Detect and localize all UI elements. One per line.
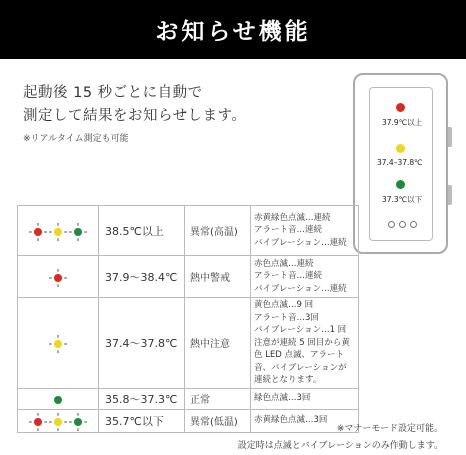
device-button-icon bbox=[410, 221, 417, 228]
intro-line-1: 起動後 15 秒ごとに自動で bbox=[23, 85, 203, 101]
table-row bbox=[18, 298, 359, 389]
desc-line: バイブレーション…連続 bbox=[254, 237, 347, 248]
alert-description bbox=[251, 256, 359, 298]
device-button-icon bbox=[388, 221, 395, 228]
device-illustration bbox=[353, 73, 448, 254]
green-blink-icon bbox=[74, 418, 82, 426]
red-blink-icon bbox=[54, 274, 62, 282]
status-label: 異常(低温) bbox=[185, 409, 251, 432]
red-blink-icon bbox=[34, 228, 42, 236]
status-label: 熱中警戒 bbox=[185, 256, 251, 298]
green-indicator-icon bbox=[396, 180, 405, 189]
red-indicator-icon bbox=[396, 103, 405, 112]
page-title: お知らせ機能 bbox=[155, 19, 311, 45]
status-label: 正常 bbox=[185, 388, 251, 409]
desc-line: 赤黄緑色点滅…連続 bbox=[254, 212, 331, 223]
desc-line: バイブレーション…1 回 bbox=[254, 325, 347, 335]
status-label: 異常(高温) bbox=[185, 206, 251, 256]
alert-levels-table bbox=[17, 205, 359, 433]
indicator-cell bbox=[18, 298, 99, 389]
yellow-blink-icon bbox=[54, 340, 62, 348]
yellow-indicator-icon bbox=[396, 144, 405, 153]
table-row bbox=[18, 256, 359, 298]
indicator-cell bbox=[18, 256, 99, 298]
device-side-button-top bbox=[448, 127, 452, 147]
device-button-icon bbox=[399, 221, 406, 228]
alert-description bbox=[251, 388, 359, 409]
device-reading-mid: 37.4–37.8℃ bbox=[377, 158, 423, 167]
desc-line: 赤色点滅…連続 bbox=[254, 258, 314, 269]
table-row bbox=[18, 388, 359, 409]
red-blink-icon bbox=[34, 418, 42, 426]
indicator-cell bbox=[18, 388, 99, 409]
intro-text bbox=[23, 82, 246, 128]
alert-description bbox=[251, 206, 359, 256]
indicator-cell bbox=[18, 409, 99, 432]
desc-line: 緑色点滅…3回 bbox=[254, 393, 311, 404]
indicator-cell bbox=[18, 206, 99, 256]
temperature-range: 35.7℃以下 bbox=[99, 409, 185, 432]
manner-mode-note-1: ※マナーモード設定可能。 bbox=[336, 424, 443, 434]
yellow-blink-icon bbox=[54, 418, 62, 426]
status-label: 熱中注意 bbox=[185, 298, 251, 389]
device-side-button-bottom bbox=[448, 185, 452, 205]
table-row bbox=[18, 206, 359, 256]
green-blink-icon bbox=[74, 228, 82, 236]
page-header bbox=[0, 0, 466, 59]
desc-line: 注意が連続 5 回目から黄色 LED 点滅、アラート音、バイブレーションが連続となります。 bbox=[254, 337, 350, 385]
desc-line: アラート音…連続 bbox=[254, 225, 323, 236]
intro-line-2: 測定して結果をお知らせします。 bbox=[23, 108, 247, 124]
manner-mode-note-2: 設定時は点滅とバイブレーションのみ作動します。 bbox=[237, 441, 443, 451]
temperature-range: 37.4～37.8℃ bbox=[99, 298, 185, 389]
green-indicator-icon bbox=[54, 396, 62, 404]
temperature-range: 38.5℃以上 bbox=[99, 206, 185, 256]
alert-description bbox=[251, 298, 359, 389]
device-reading-low: 37.3℃以下 bbox=[382, 195, 423, 204]
device-reading-high: 37.9℃以上 bbox=[382, 118, 423, 127]
temperature-range: 35.8～37.3℃ bbox=[99, 388, 185, 409]
temperature-range: 37.9～38.4℃ bbox=[99, 256, 185, 298]
desc-line: アラート音…連続 bbox=[254, 271, 323, 282]
realtime-note: ※リアルタイム測定も可能 bbox=[23, 134, 129, 144]
yellow-blink-icon bbox=[54, 228, 62, 236]
desc-line: アラート音…3回 bbox=[254, 312, 319, 323]
desc-line: 黄色点滅…9 回 bbox=[254, 300, 314, 310]
desc-line: バイブレーション…連続 bbox=[254, 283, 347, 294]
desc-line: 赤黄緑色点滅…3回 bbox=[254, 415, 328, 426]
